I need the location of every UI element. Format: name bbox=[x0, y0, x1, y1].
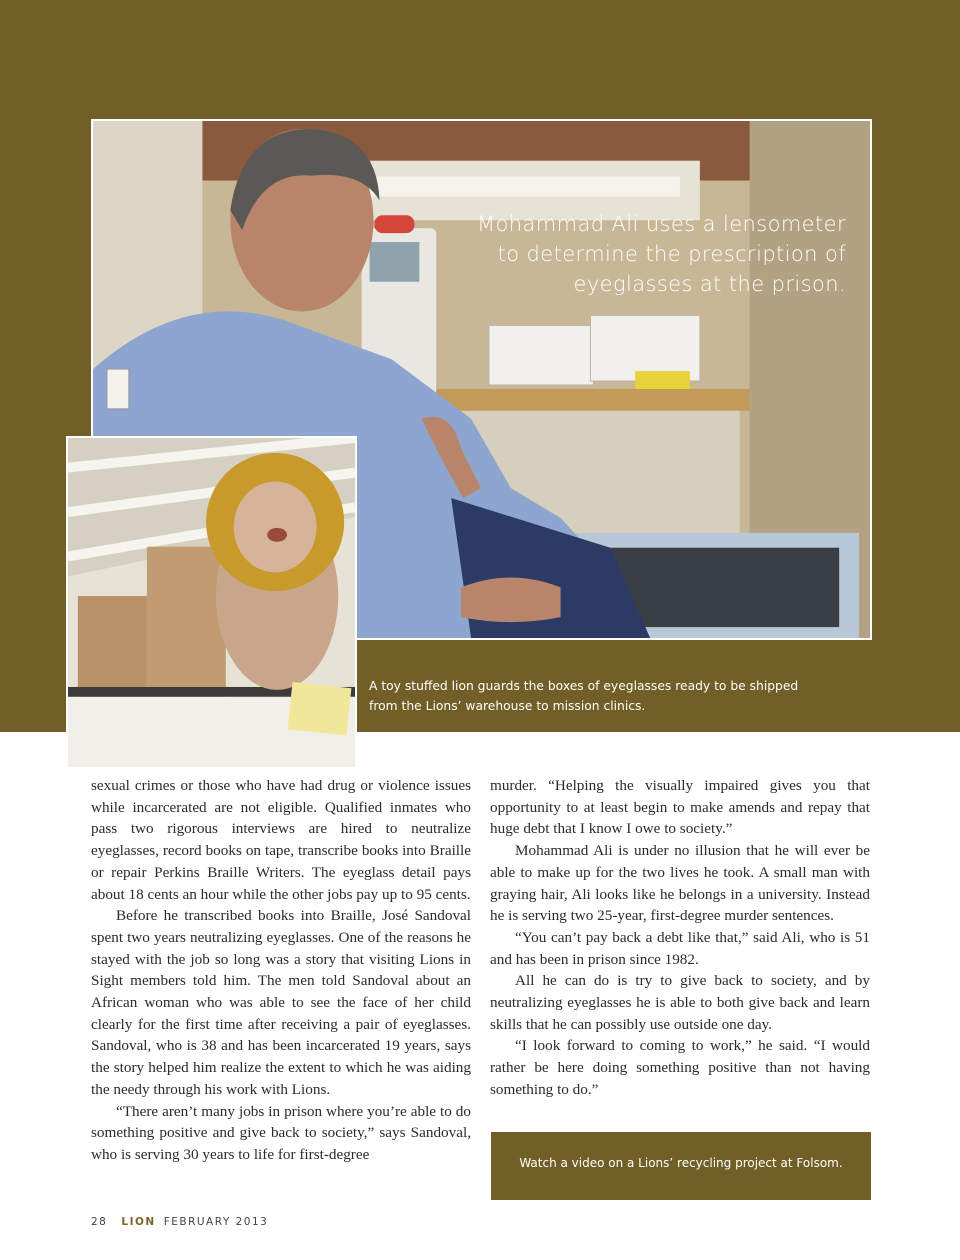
photo-stuffed-lion bbox=[66, 436, 357, 769]
photo-caption: Mohammad Ali uses a lensometer to determine the prescription of eyeglasses at the prison. bbox=[477, 212, 846, 296]
page-footer bbox=[91, 1216, 268, 1228]
magazine-name: LION bbox=[121, 1216, 156, 1228]
video-callout[interactable] bbox=[491, 1132, 871, 1200]
inset-caption: A toy stuffed lion guards the boxes of eyeglasses ready to be shipped from the Lions’ warehouse to mission clinics. bbox=[369, 679, 799, 713]
page-number: 28 bbox=[91, 1216, 108, 1228]
article-paragraph: Mohammad Ali is under no illusion that he will ever be able to make up for the two lives he took. A small man with graying hair, Ali looks like he belongs in a university. Instead he is serving two 25-year, first-degree murder sentences. bbox=[490, 842, 870, 925]
photo-stuffed-lion-illustration bbox=[68, 438, 355, 767]
video-callout-text[interactable]: Watch a video on a Lions’ recycling project at Folsom. bbox=[519, 1156, 843, 1170]
article-column-right bbox=[490, 775, 870, 1101]
issue-date: FEBRUARY 2013 bbox=[163, 1216, 269, 1228]
article-paragraph: murder. “Helping the visually impaired gives you that opportunity to at least begin to make amends and repay that huge debt that I know I owe to society.” bbox=[490, 777, 870, 838]
article-paragraph: “I look forward to coming to work,” he said. “I would rather be here doing something positive than not having something to do.” bbox=[490, 1037, 870, 1098]
article-column-left bbox=[91, 775, 471, 1166]
article-paragraph: “There aren’t many jobs in prison where you’re able to do something positive and give back to society,” says Sandoval, who is serving 30 years to life for first-degree bbox=[91, 1102, 471, 1163]
article-paragraph: “You can’t pay back a debt like that,” said Ali, who is 51 and has been in prison since 1982. bbox=[490, 928, 870, 968]
article-paragraph: sexual crimes or those who have had drug or violence issues while incarcerated are not eligible. Qualified inmates who pass two rigorous interviews are hired to neutralize eyeglasses, record books on tape, transcribe books into Braille or repair Perkins Braille Writers. The eyeglass detail pays about 18 cents an hour while the other jobs pay up to 95 cents. bbox=[91, 777, 471, 903]
article-paragraph: Before he transcribed books into Braille, José Sandoval spent two years neutralizing eyeglasses. One of the reasons he stayed with the job so long was a story that visiting Lions in Sight members told him. The men told Sandoval about an African woman who was able to see the face of her child clearly for the first time after receiving a pair of eyeglasses. Sandoval, who is 38 and has been incarcerated 19 years, says the story helped him realize the extent to which he was aiding the needy through his work with Lions. bbox=[91, 907, 471, 1098]
article-paragraph: All he can do is try to give back to society, and by neutralizing eyeglasses he is able to both give back and learn skills that he can possibly use outside one day. bbox=[490, 972, 870, 1033]
